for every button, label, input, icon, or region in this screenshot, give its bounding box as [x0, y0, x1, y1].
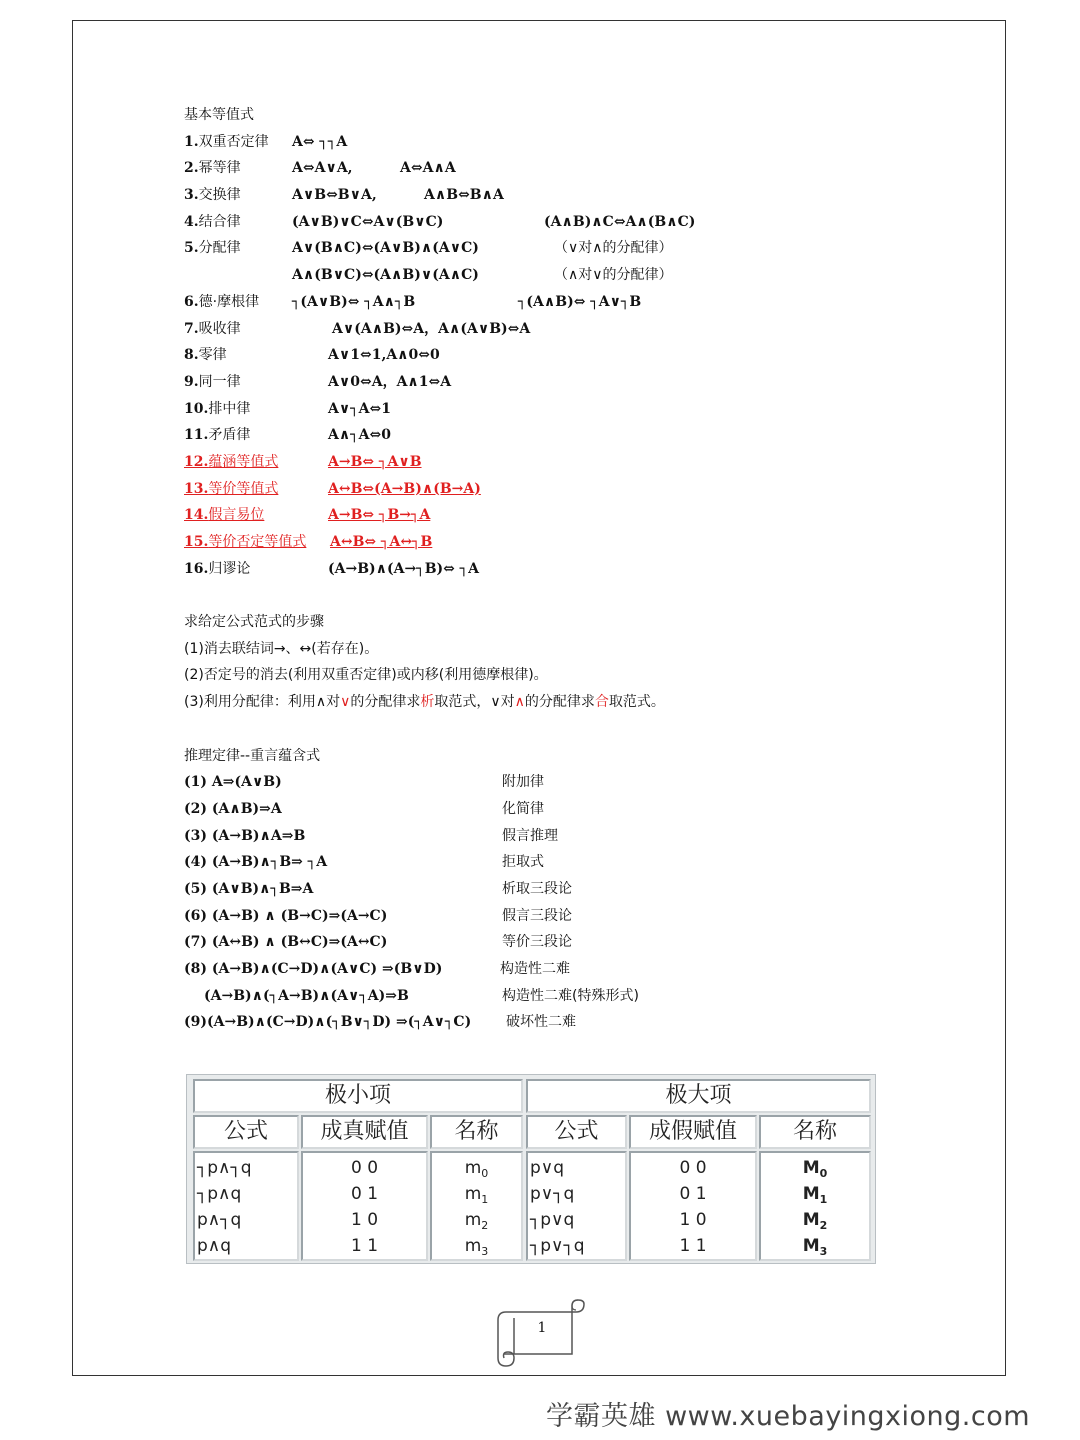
page-number: 1	[537, 1320, 547, 1336]
min-formulas-cell: ┐p∧┐q ┐p∧q p∧┐q p∧q	[193, 1151, 299, 1261]
minterm-header: 极小项	[193, 1079, 523, 1113]
rule-8: (8) (A→B)∧(C→D)∧(A∨C) ⇒(B∨D) 构造性二难	[184, 961, 570, 977]
law-1: 1.双重否定律 A⇔ ┐┐A	[184, 133, 348, 150]
step-2: (2)否定号的消去(利用双重否定律)或内移(利用德摩根律)。	[184, 667, 548, 684]
rule-3: (3) (A→B)∧A⇒B 假言推理	[184, 827, 558, 844]
law-6: 6.德·摩根律 ┐(A∨B)⇔ ┐A∧┐B ┐(A∧B)⇔ ┐A∨┐B	[184, 293, 642, 310]
law-14: 14.假言易位 A→B⇔ ┐B→┐A	[184, 507, 431, 524]
law-9: 9.同一律 A∨0⇔A，A∧1⇔A	[184, 373, 452, 390]
law-5: 5.分配律 A∨(B∧C)⇔(A∨B)∧(A∨C) （∨对∧的分配律）	[184, 240, 673, 257]
max-col-formula: 公式	[526, 1115, 627, 1149]
document-body	[184, 102, 904, 1036]
rule-5: (5) (A∨B)∧┐B⇒A 析取三段论	[184, 880, 572, 897]
step-1: (1)消去联结词→、↔(若存在)。	[184, 640, 379, 657]
law-13: 13.等价等值式 A↔B⇔(A→B)∧(B→A)	[184, 480, 481, 497]
max-col-name: 名称	[759, 1115, 871, 1149]
max-names-cell: $M_0$ $M_1$ $M_2$ $M_3$	[759, 1151, 871, 1261]
law-10: 10.排中律 A∨┐A⇔1	[184, 400, 391, 417]
min-names-cell: $m_0$ $m_1$ $m_2$ $m_3$	[430, 1151, 523, 1261]
law-16: 16.归谬论 (A→B)∧(A→┐B)⇔ ┐A	[184, 560, 480, 577]
minterm-maxterm-table	[186, 1074, 876, 1264]
maxterm-header: 极大项	[526, 1079, 871, 1113]
rule-8b: (A→B)∧(┐A→B)∧(A∨┐A)⇒B 构造性二难(特殊形式)	[204, 987, 639, 1004]
law-4: 4.结合律 (A∨B)∨C⇔A∨(B∨C) (A∧B)∧C⇔A∧(B∧C)	[184, 213, 696, 230]
section-title-equivalences: 基本等值式	[184, 107, 254, 123]
section-title-normal-form: 求给定公式范式的步骤	[184, 614, 324, 631]
law-11: 11.矛盾律 A∧┐A⇔0	[184, 427, 391, 444]
law-12: 12.蕴涵等值式 A→B⇔ ┐A∨B	[184, 453, 422, 470]
site-watermark: 学霸英雄 www.xuebayingxiong.com	[546, 1401, 1031, 1432]
law-7: 7.吸收律 A∨(A∧B)⇔A，A∧(A∨B)⇔A	[184, 320, 531, 337]
law-5b: A∧(B∨C)⇔(A∧B)∨(A∧C) （∧对∨的分配律）	[292, 267, 673, 284]
max-formulas-cell: p∨q p∨┐q ┐p∨q ┐p∨┐q	[526, 1151, 627, 1261]
max-values-cell: 0 0 0 1 1 0 1 1	[629, 1151, 757, 1261]
rule-1: (1) A⇒(A∨B) 附加律	[184, 774, 544, 791]
law-15: 15.等价否定等值式 A↔B⇔ ┐A↔┐B	[184, 534, 433, 550]
rule-4: (4) (A→B)∧┐B⇒ ┐A 拒取式	[184, 854, 544, 871]
max-col-false: 成假赋值	[629, 1115, 757, 1149]
law-8: 8.零律 A∨1⇔1,A∧0⇔0	[184, 347, 440, 364]
rule-6: (6) (A→B) ∧ (B→C)⇒(A→C) 假言三段论	[184, 907, 572, 924]
step-3: (3)利用分配律：利用∧对∨的分配律求析取范式，∨对∧的分配律求合取范式。	[184, 694, 665, 711]
law-3: 3.交换律 A∨B⇔B∨A, A∧B⇔B∧A	[184, 187, 504, 204]
rule-7: (7) (A↔B) ∧ (B↔C)⇒(A↔C) 等价三段论	[184, 934, 572, 951]
min-col-true: 成真赋值	[301, 1115, 428, 1149]
rule-2: (2) (A∧B)⇒A 化简律	[184, 800, 544, 817]
section-title-inference: 推理定律--重言蕴含式	[184, 747, 321, 764]
law-2: 2.幂等律 A⇔A∨A, A⇔A∧A	[184, 160, 456, 177]
min-col-formula: 公式	[193, 1115, 299, 1149]
min-col-name: 名称	[430, 1115, 523, 1149]
min-values-cell: 0 0 0 1 1 0 1 1	[301, 1151, 428, 1261]
rule-9: (9)(A→B)∧(C→D)∧(┐B∨┐D) ⇒(┐A∨┐C) 破坏性二难	[184, 1014, 576, 1031]
